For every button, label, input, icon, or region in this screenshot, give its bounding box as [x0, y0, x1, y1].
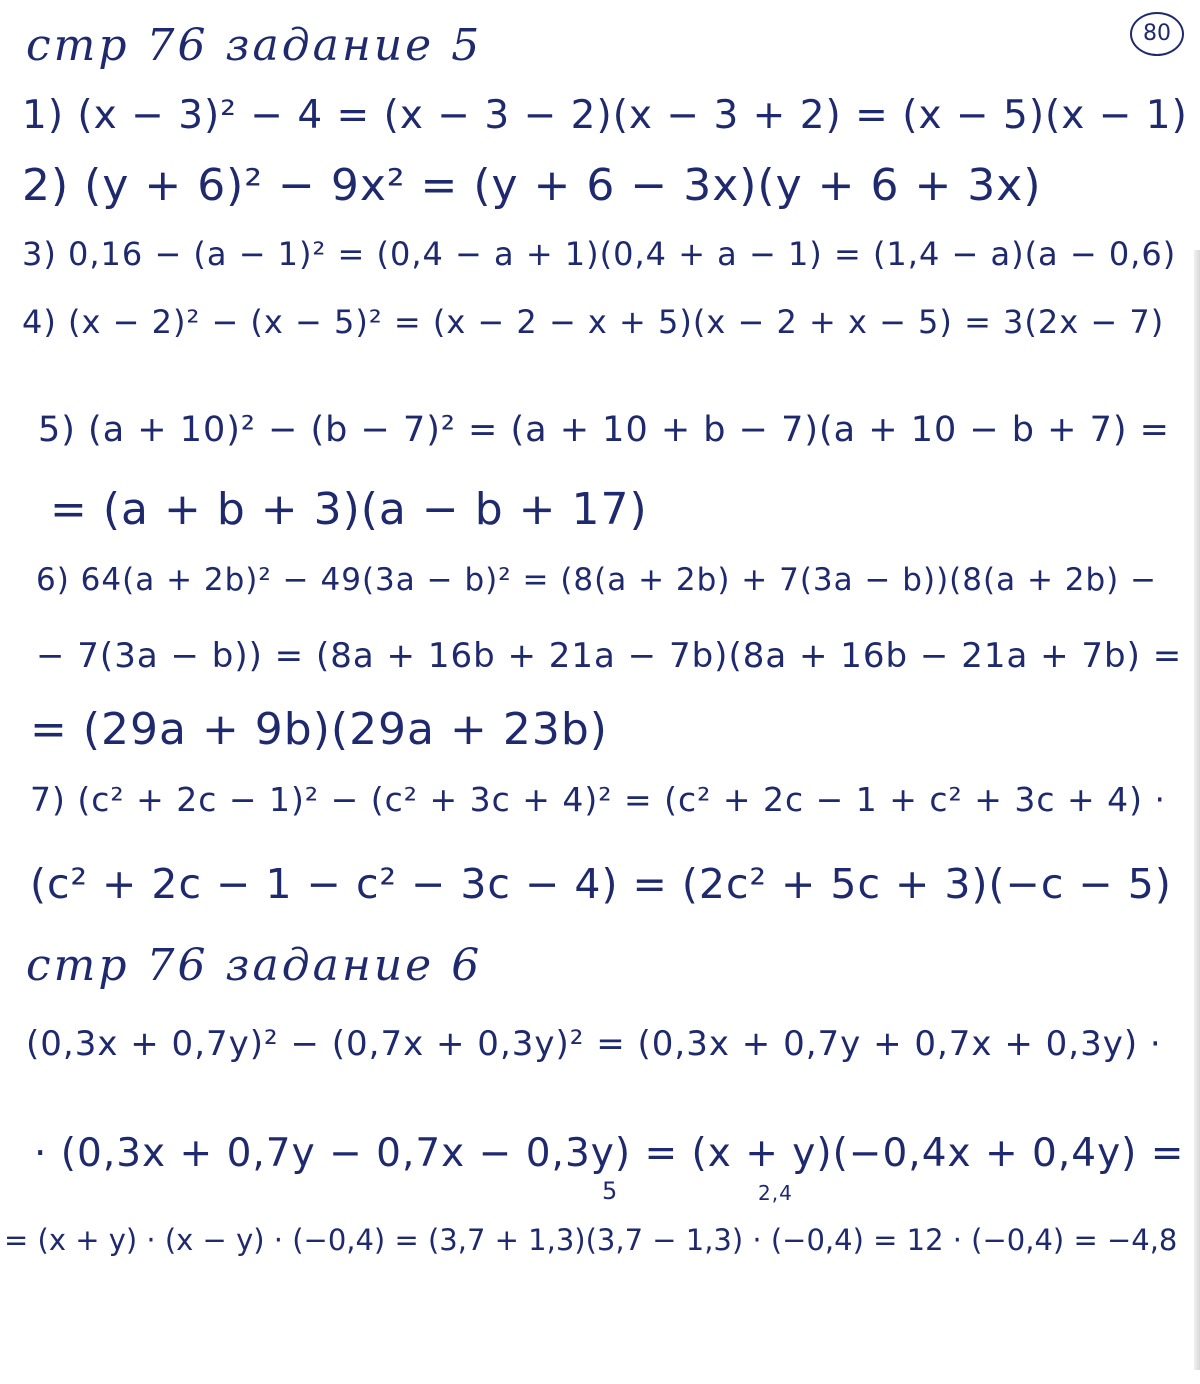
equation-line-4: 4) (x − 2)² − (x − 5)² = (x − 2 − x + 5)(x − 2 + x − 5) = 3(2x − 7) [22, 303, 1165, 341]
equation-line-5-continued: = (a + b + 3)(a − b + 17) [50, 484, 648, 535]
equation-line-6: 6) 64(a + 2b)² − 49(3a − b)² = (8(a + 2b) + 7(3a − b))(8(a + 2b) − [36, 562, 1158, 598]
section-heading-task-6: стр 76 задание 6 [26, 940, 483, 991]
task6-line-1: (0,3x + 0,7y)² − (0,7x + 0,3y)² = (0,3x + 0,7y + 0,7x + 0,3y) · [26, 1024, 1162, 1064]
equation-line-7: 7) (c² + 2c − 1)² − (c² + 3c + 4)² = (c² + 2c − 1 + c² + 3c + 4) · [30, 780, 1167, 819]
page-number: 80 [1130, 12, 1184, 56]
page-edge [1194, 250, 1200, 1370]
note-above-difference: 2,4 [758, 1181, 793, 1205]
equation-line-1: 1) (x − 3)² − 4 = (x − 3 − 2)(x − 3 + 2) = (x − 5)(x − 1) [22, 93, 1188, 138]
equation-line-6-result: = (29a + 9b)(29a + 23b) [30, 704, 608, 755]
equation-line-3: 3) 0,16 − (a − 1)² = (0,4 − a + 1)(0,4 + a − 1) = (1,4 − a)(a − 0,6) [22, 235, 1177, 273]
equation-line-6-continued: − 7(3a − b)) = (8a + 16b + 21a − 7b)(8a + 16b − 21a + 7b) = [36, 636, 1183, 676]
note-above-sum: 5 [602, 1177, 619, 1205]
equation-line-2: 2) (y + 6)² − 9x² = (y + 6 − 3x)(y + 6 + 3x) [22, 160, 1042, 211]
task6-line-3: = (x + y) · (x − y) · (−0,4) = (3,7 + 1,3)(3,7 − 1,3) · (−0,4) = 12 · (−0,4) = −4,8 [4, 1223, 1178, 1257]
task6-line-2: · (0,3x + 0,7y − 0,7x − 0,3y) = (x + y)(−0,4x + 0,4y) = [34, 1131, 1185, 1176]
equation-line-7-continued: (c² + 2c − 1 − c² − 3c − 4) = (2c² + 5c + 3)(−c − 5) [30, 860, 1172, 908]
equation-line-5: 5) (a + 10)² − (b − 7)² = (a + 10 + b − 7)(a + 10 − b + 7) = [38, 410, 1170, 450]
section-heading-task-5: стр 76 задание 5 [26, 20, 483, 71]
